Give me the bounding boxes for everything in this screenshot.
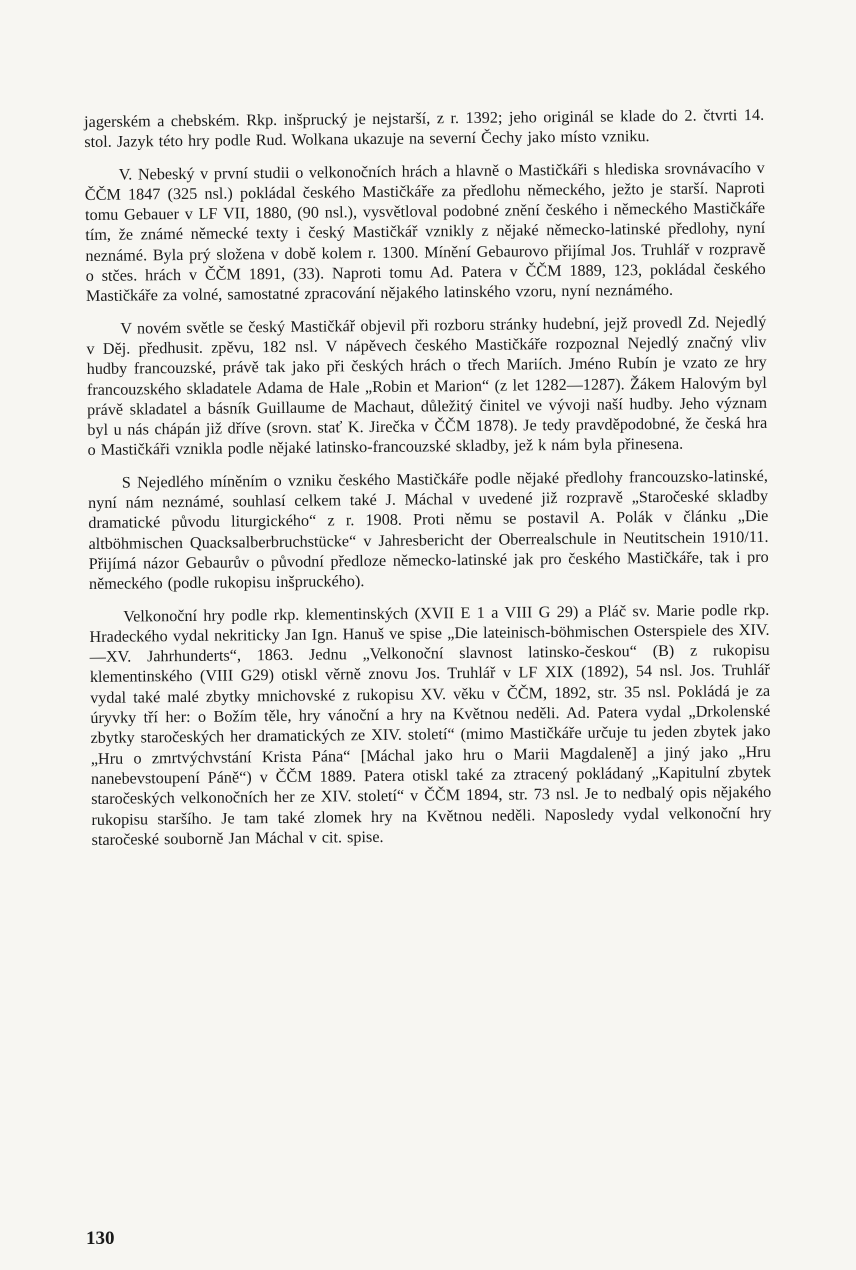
paragraph-4: S Nejedlého míněním o vzniku českého Mastičkáře podle nějaké předlohy francouzsko-latinské, nyní nám neznámé, souhlasí celkem také J. Máchal v uvedené již rozpravě „Staročeské skladby dramatické původu liturgického“ z r. 1908. Proti němu se postavil A. Polák v článku „Die altböhmischen Quacksalberbruchstücke“ v Jahresbericht der Oberrealschule in Neutitschein 1910/11. Přijímá názor Gebaurův o původní předloze německo-latinské jak pro českého Mastičkáře, tak i pro německého (podle rukopisu inšpruckého). [88, 466, 769, 594]
paragraph-1: jagerském a chebském. Rkp. inšprucký je nejstarší, z r. 1392; jeho originál se klade do 2. čtvrti 14. stol. Jazyk této hry podle Rud. Wolkana ukazuje na severní Čechy jako místo vzniku. [84, 105, 765, 152]
paragraph-2: V. Nebeský v první studii o velkonočních hrách a hlavně o Mastičkáři s hlediska srovnávacího v ČČM 1847 (325 nsl.) pokládal českého Mastičkáře za předlohu německého, ježto je starší. Naproti tomu Gebauer v LF VII, 1880, (90 nsl.), vysvětloval podobné znění českého i německého Mastičkáře tím, že známé německé texty i český Mastičkář vznikly z nějaké německo-latinské předlohy, nyní neznámé. Byla prý složena v době kolem r. 1300. Mínění Gebaurovo přijímal Jos. Truhlář v rozpravě o stčes. hrách v ČČM 1891, (33). Naproti tomu Ad. Patera v ČČM 1889, 123, pokládal českého Mastičkáře za volné, samostatné zpracování nějakého latinského vzoru, nyní neznámého. [84, 158, 766, 306]
page-body [84, 105, 772, 862]
paragraph-5: Velkonoční hry podle rkp. klementinských (XVII E 1 a VIII G 29) a Pláč sv. Marie podle rkp. Hradeckého vydal nekriticky Jan Ign. Hanuš ve spise „Die lateinisch-böhmischen Osterspiele des XIV.—XV. Jahrhunderts“, 1863. Jednu „Velkonoční slavnost latinsko-českou“ (B) z rukopisu klementinského (VIII G29) otiskl věrně znovu Jos. Truhlář v LF XIX (1892), 54 nsl. Jos. Truhlář vydal také malé zbytky mnichovské z rukopisu XV. věku v ČČM, 1892, str. 35 nsl. Pokládá je za úryvky tří her: o Božím těle, hry vánoční a hry na Květnou neděli. Ad. Patera vydal „Drkolenské zbytky staročeských her dramatických ze XIV. století“ (mimo Mastičkáře určuje tu jeden zbytek jako „Hru o zmrtvýchvstání Krista Pána“ [Máchal jako hru o Marii Magdaleně] a jiný jako „Hru nanebevstoupení Páně“) v ČČM 1889. Patera otiskl také za ztracený pokládaný „Kapitulní zbytek staročeských velkonočních her ze XIV. století“ v ČČM 1894, str. 73 nsl. Je to nedbalý opis nějakého rukopisu staršího. Je tam také zlomek hry na Květnou neděli. Naposledy vydal velkonoční hry staročeské souborně Jan Máchal v cit. spise. [89, 600, 772, 849]
page-number: 130 [86, 1228, 115, 1249]
paragraph-3: V novém světle se český Mastičkář objevil při rozboru stránky hudební, jejž provedl Zd. Nejedlý v Děj. předhusit. zpěvu, 182 nsl. V nápěvech českého Mastičkáře rozpoznal Nejedlý značný vliv hudby francouzské, právě tak jako při českých hrách o třech Mariích. Jméno Rubín je vzato ze hry francouzského skladatele Adama de Hale „Robin et Marion“ (z let 1282—1287). Žákem Halovým byl právě skladatel a básník Guillaume de Machaut, důležitý činitel ve vývoji naší hudby. Jeho význam byl u nás chápán již dříve (srovn. stať K. Jirečka v ČČM 1878). Je tedy pravděpodobné, že česká hra o Mastičkáři vznikla podle nějaké latinsko-francouzské skladby, jež k nám byla přinesena. [86, 312, 768, 460]
